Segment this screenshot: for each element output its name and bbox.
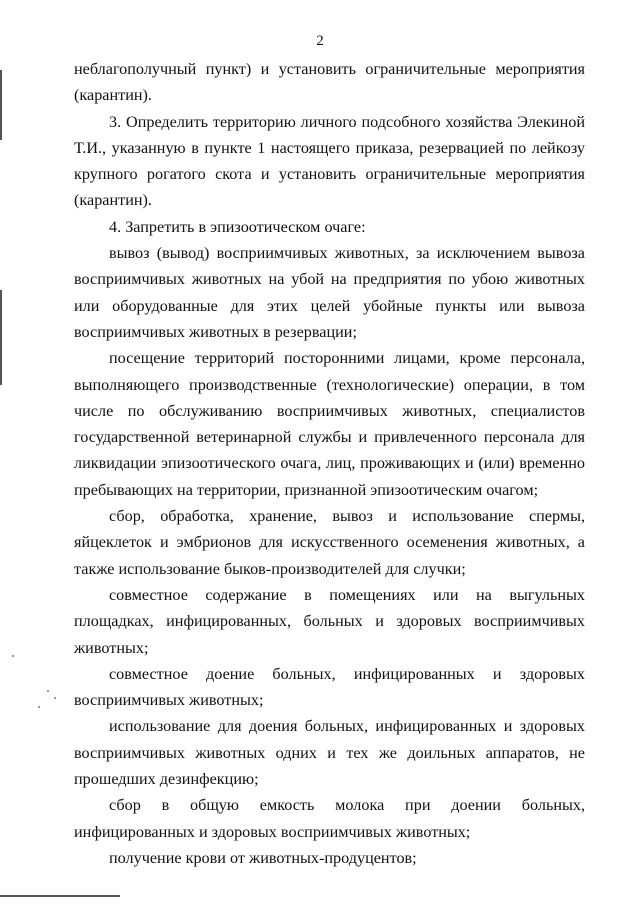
scan-edge-mark: [0, 70, 2, 140]
prohibition-visiting: посещение территорий посторонними лицами, кроме персонала, выполняющего производственные (технологические) операции, в том числе по обслуживанию восприимчивых животных, специалистов государственной ветеринарной службы и привлеченного персонала для ликвидации эпизоотического очага, лиц, проживающих и (или) временно пребывающих на территории, признанной эпизоотическим очагом;: [74, 349, 585, 499]
prohibition-joint-milking: совместное доение больных, инфицированных и здоровых восприимчивых животных;: [74, 664, 585, 710]
prohibition-blood-collection: получение крови от животных-продуцентов;: [109, 848, 417, 867]
prohibition-joint-keeping: совместное содержание в помещениях или на выгульных площадках, инфицированных, больных и здоровых восприимчивых животных;: [74, 585, 585, 657]
prohibition-animal-export: вывоз (вывод) восприимчивых животных, за исключением вывоза восприимчивых животных на убой на предприятия по убою животных или оборудованные для этих целей убойные пункты или вывоза восприимчивых животных в резервации;: [74, 244, 585, 341]
scan-speck: [12, 655, 14, 657]
prohibition-semen-embryos: сбор, обработка, хранение, вывоз и использование спермы, яйцеклеток и эмбрионов для искусственного осеменения животных, а также использование быков-производителей для случки;: [74, 507, 585, 578]
paragraph-continuation: неблагополучный пункт) и установить ограничительные мероприятия (карантин).: [74, 60, 585, 105]
scan-speck: [38, 706, 40, 708]
paragraph-item-3: 3. Определить территорию личного подсобного хозяйства Элекиной Т.И., указанную в пункте 1 настоящего приказа, резервацией по лейкозу крупного рогатого скота и установить ограничительные мероприятия (карантин).: [74, 112, 585, 210]
page-number: 2: [316, 33, 324, 49]
prohibition-milk-collection: сбор в общую емкость молока при доении больных, инфицированных и здоровых восприимчивых животных;: [74, 796, 585, 841]
paragraph-item-4: 4. Запретить в эпизоотическом очаге:: [109, 217, 366, 236]
scan-edge-mark: [0, 290, 2, 385]
scan-edge-mark: [0, 895, 120, 897]
scan-speck: [54, 697, 56, 699]
scan-speck: [47, 690, 49, 692]
document-body: [74, 56, 585, 871]
prohibition-shared-milking-machines: использование для доения больных, инфицированных и здоровых восприимчивых животных одних и тех же доильных аппаратов, не прошедших дезинфекцию;: [74, 717, 585, 789]
